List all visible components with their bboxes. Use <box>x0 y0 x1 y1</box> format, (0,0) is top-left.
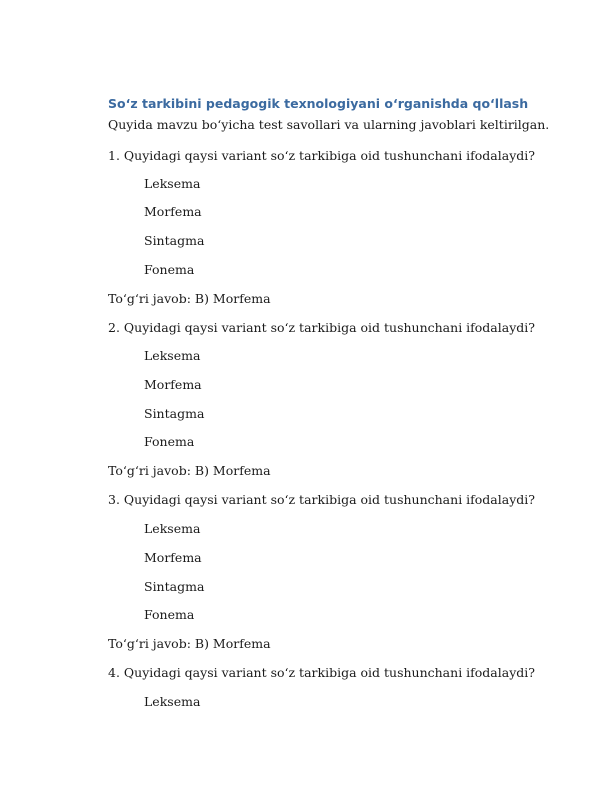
question-option: Fonema <box>144 262 195 277</box>
question-answer: To‘g‘ri javob: B) Morfema <box>108 463 271 478</box>
question-option: Sintagma <box>144 579 205 594</box>
question-option: Sintagma <box>144 406 205 421</box>
question-text: 3. Quyidagi qaysi variant so‘z tarkibiga oid tushunchani ifodalaydi? <box>108 492 535 507</box>
question-option: Leksema <box>144 521 201 536</box>
question-option: Leksema <box>144 694 201 709</box>
question-option: Fonema <box>144 434 195 449</box>
question-answer: To‘g‘ri javob: B) Morfema <box>108 636 271 651</box>
question-option: Morfema <box>144 377 202 392</box>
document-intro: Quyida mavzu bo‘yicha test savollari va ularning javoblari keltirilgan. <box>108 117 550 132</box>
question-text: 2. Quyidagi qaysi variant so‘z tarkibiga oid tushunchani ifodalaydi? <box>108 320 535 335</box>
question-option: Morfema <box>144 550 202 565</box>
question-option: Sintagma <box>144 233 205 248</box>
question-text: 1. Quyidagi qaysi variant so‘z tarkibiga oid tushunchani ifodalaydi? <box>108 148 535 163</box>
question-text: 4. Quyidagi qaysi variant so‘z tarkibiga oid tushunchani ifodalaydi? <box>108 665 535 680</box>
question-answer: To‘g‘ri javob: B) Morfema <box>108 291 271 306</box>
question-option: Fonema <box>144 607 195 622</box>
question-option: Leksema <box>144 176 201 191</box>
question-option: Leksema <box>144 348 201 363</box>
question-option: Morfema <box>144 204 202 219</box>
document-heading: So‘z tarkibini pedagogik texnologiyani o‘rganishda qo‘llash <box>108 96 529 111</box>
